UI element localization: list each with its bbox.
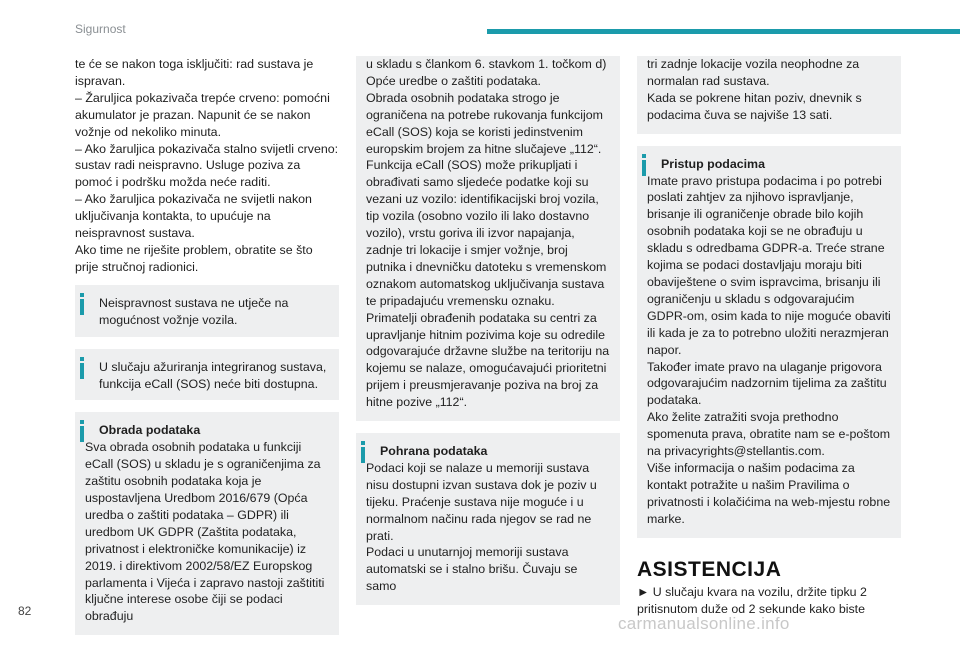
body-paragraph: ► U slučaju kvara na vozilu, držite tipku 2 pritisnutom duže od 2 sekunde kako biste [637,585,867,617]
note-text: Ako želite zatražiti svoja prethodno spomenuta prava, obratite nam se e-poštom na privacyrights@stellantis.com. [647,410,891,459]
note-text: Imate pravo pristupa podacima i po potrebi poslati zahtjev za njihovo ispravljanje, brisanje ili ograničenje obrade bilo kojih osobnih podataka koji se ne obrađuju u skladu s odredbama GDPR-a. Treće strane kojima se podaci dostavljaju moraju biti obaviještene o svim ispravcima, brisanju ili ograničenju u skladu s odgovarajućim GDPR-om, osim kada to nije moguće obaviti ili kada je za to potrebno uložiti nerazmjeran napor. [647,173,891,357]
column-2 [356,56,620,617]
info-note-box [75,349,339,401]
body-paragraph: Ako time ne riješite problem, obratite se što prije stručnoj radionici. [75,242,313,274]
column-3 [637,56,901,618]
watermark: carmanualsonline.info [618,614,790,633]
body-paragraph: te će se nakon toga isključiti: rad sustava je ispravan. [75,57,314,88]
note-text: Funkcija eCall (SOS) može prikupljati i obrađivati samo sljedeće podatke koji su vezani uz vozilo: identifikacijski broj vozila, tip vozila (osobno vozilo ili lako dostavno vozilo), vrstu goriva ili izvor napajanja, zadnje tri lokacije i smjer vožnje, broj putnika i dnevničku datoteku s vremenskom oznakom automatskog uključivanja sustava te pripadajuću vremensku oznaku. [366,158,607,308]
note-text: Kada se pokrene hitan poziv, dnevnik s podacima čuva se najviše 13 sati. [647,90,862,122]
body-paragraph: – Ako žaruljica pokazivača ne svijetli nakon uključivanja kontakta, to upućuje na neispravnost sustava. [75,192,312,241]
info-note-box [75,412,339,635]
note-text: Podaci koji se nalaze u memoriji sustava nisu dostupni izvan sustava dok je poziv u tijeku. Praćenje sustava nije moguće i u normalnom načinu rada njegov se rad ne prati. [366,460,597,543]
note-text: Podaci u unutarnjoj memoriji sustava automatski se i stalno brišu. Čuvaju se samo [366,545,578,594]
info-note-box [356,433,620,605]
note-text: Primatelji obrađenih podataka su centri za upravljanje hitnim pozivima koje su odredile odgovarajuće državne službe na teritoriju na kojemu se nalaze, omogućavajući prioritetni prijem i preusmjeravanje poziva na broj za hitne pozive „112“. [366,310,610,410]
note-title: Pohrana podataka [380,444,488,459]
note-text: Više informacija o našim podacima za kontakt potražite u našim Pravilima o privatnosti i kolačićima na web-mjestu robne marke. [647,460,891,526]
note-text: Obrada osobnih podataka strogo je ograničena na potrebe rukovanja funkcijom eCall (SOS) koja se koristi jedinstvenim europskim brojem za hitne slučajeve „112“. [366,90,603,156]
page-number: 82 [18,604,32,618]
continued-note-box [637,56,901,134]
info-note-box [75,285,339,337]
note-text: Također imate pravo na ulaganje prigovora odgovarajućim nadzornim tijelima za zaštitu podataka. [647,359,887,408]
note-text: u skladu s člankom 6. stavkom 1. točkom d) Opće uredbe o zaštiti podataka. [366,57,607,88]
note-text: tri zadnje lokacije vozila neophodne za normalan rad sustava. [647,57,860,88]
continued-note-box [356,56,620,421]
note-text: U slučaju ažuriranja integriranog sustava, funkcija eCall (SOS) neće biti dostupna. [99,359,327,391]
note-title: Pristup podacima [661,156,765,171]
section-heading: ASISTENCIJA [637,557,782,581]
body-paragraph: – Žaruljica pokazivača trepće crveno: pomoćni akumulator je prazan. Napunit će se nakon vožnje od nekoliko minuta. [75,90,330,139]
info-icon [75,357,89,379]
section-header-title: Sigurnost [75,22,126,36]
info-icon [75,420,89,442]
column-1 [75,56,339,647]
info-note-box [637,146,901,538]
info-icon [75,293,89,315]
body-paragraph: – Ako žaruljica pokazivača stalno svijetli crveno: sustav radi neispravno. Usluge poziva za pomoć i podršku možda neće raditi. [75,141,339,190]
note-title: Obrada podataka [99,423,201,438]
info-icon [356,441,370,463]
note-text: Neispravnost sustava ne utječe na mogućnost vožnje vozila. [99,295,289,327]
header-accent-bar [487,29,960,34]
note-text: Sva obrada osobnih podataka u funkciji eCall (SOS) u skladu je s ograničenjima za zaštitu osobnih podataka koja je uspostavljena Uredbom 2016/679 (Opća uredba o zaštiti podataka – GDPR) ili uredbom UK GDPR (Zaštita podataka, privatnost i elektroničke komunikacije) iz 2019. i direktivom 2002/58/EZ Europskog parlamenta i Vijeća i zapravo nastoji zaštititi ključne interese osobe čiji se podaci obrađuju [85,440,325,624]
info-icon [637,154,651,176]
